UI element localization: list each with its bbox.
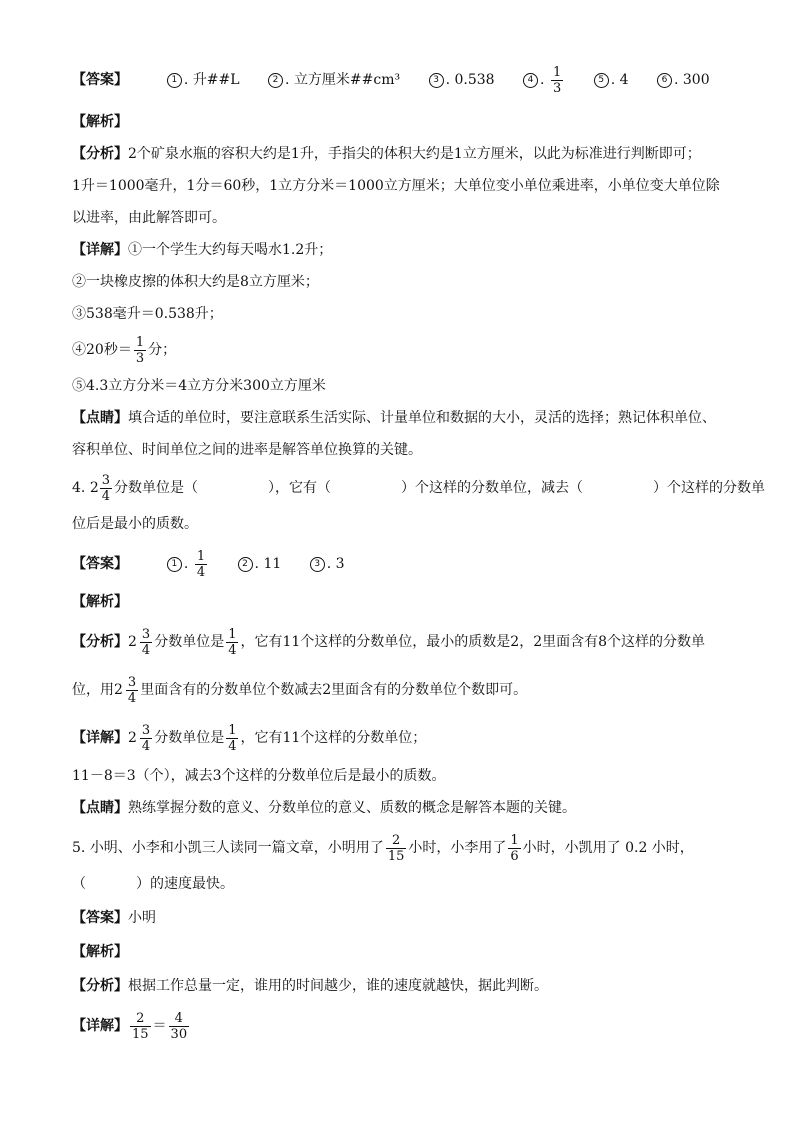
q4-option-2: 2 . 11 — [238, 544, 282, 584]
q5-answer: 【答案】小明 — [72, 910, 156, 926]
analysis-label-q4: 【解析】 — [72, 594, 128, 610]
q3-option-6: 6 . 300 — [657, 60, 710, 100]
fraction: $\frac{1}{4}$ — [228, 722, 237, 754]
q4-detail: 【详解】2 $\frac{3}{4}$ 分数单位是 $\frac{1}{4}$ ，它有11个这样的分数单位； — [72, 722, 427, 754]
q5-stem-line2: （ ）的速度最快。 — [72, 876, 234, 892]
q3-option-4: 4 . $\frac{1}{3}$ — [523, 60, 565, 100]
q4-dianjing: 【点睛】熟练掌握分数的意义、分数单位的意义、质数的概念是解答本题的关键。 — [72, 800, 576, 816]
fraction: $\frac{3}{4}$ — [141, 722, 151, 754]
q4-option-1: 1 . $\frac{1}{4}$ — [167, 544, 209, 584]
q3-answer-line — [72, 60, 732, 100]
document-page — [72, 60, 766, 1048]
q3-detail-1: 【详解】①一个学生大约每天喝水1.2升； — [72, 242, 333, 258]
q3-option-1: 1 . 升##L — [167, 60, 240, 100]
q4-detail-line2: 11－8＝3（个），减去3个这样的分数单位后是最小的质数。 — [72, 768, 446, 784]
q4-option-3: 3 . 3 — [310, 544, 345, 584]
q3-detail-4: ④20秒＝ $\frac{1}{3}$ 分； — [72, 334, 177, 366]
q4-stem-line2: 位后是最小的质数。 — [72, 516, 198, 532]
q3-dianjing: 【点睛】填合适的单位时，要注意联系生活实际、计量单位和数据的大小，灵活的选择；熟记体积单位、 — [72, 410, 716, 426]
fraction: $\frac{3}{4}$ — [101, 472, 111, 504]
q3-detail-2: ②一块橡皮擦的体积大约是8立方厘米； — [72, 274, 319, 290]
answer-label: 【答案】 — [72, 72, 128, 88]
fraction: $\frac{4}{30}$ — [170, 1010, 188, 1042]
fraction: $\frac{3}{4}$ — [141, 626, 151, 658]
q4-stem: 4. 2 $\frac{3}{4}$ 分数单位是（ ），它有（ ）个这样的分数单位，减去（ ）个这样的分数单 — [72, 472, 766, 504]
q3-dianjing-line2: 容积单位、时间单位之间的进率是解答单位换算的关键。 — [72, 442, 422, 458]
fraction: $\frac{1}{6}$ — [510, 832, 519, 864]
fraction: $\frac{3}{4}$ — [127, 674, 137, 706]
analysis-label: 【解析】 — [72, 114, 128, 130]
q3-option-3: 3 . 0.538 — [429, 60, 495, 100]
fraction: $\frac{1}{3}$ — [552, 64, 562, 96]
q3-fenxi-line3: 以进率，由此解答即可。 — [72, 210, 226, 226]
q3-detail-3: ③538毫升＝0.538升； — [72, 306, 223, 322]
analysis-label-q5: 【解析】 — [72, 944, 128, 960]
q4-fenxi-line2: 位，用2 $\frac{3}{4}$ 里面含有的分数单位个数减去2里面含有的分数单位个数即可。 — [72, 674, 528, 706]
q4-fenxi: 【分析】2 $\frac{3}{4}$ 分数单位是 $\frac{1}{4}$ ，它有11个这样的分数单位，最小的质数是2，2里面含有8个这样的分数单 — [72, 626, 706, 658]
fraction: $\frac{1}{3}$ — [135, 334, 145, 366]
fraction: $\frac{2}{15}$ — [132, 1010, 149, 1042]
fraction: $\frac{1}{4}$ — [228, 626, 237, 658]
q3-option-5: 5 . 4 — [594, 60, 629, 100]
q3-fenxi-line2: 1升＝1000毫升，1分＝60秒，1立方分米＝1000立方厘米；大单位变小单位乘进率，小单位变大单位除 — [72, 178, 720, 194]
q3-fenxi: 【分析】2个矿泉水瓶的容积大约是1升，手指尖的体积大约是1立方厘米，以此为标准进行判断即可； — [72, 146, 701, 162]
fraction: $\frac{1}{4}$ — [196, 548, 206, 580]
q4-answer-line: 【答案】 1 . $\frac{1}{4}$ 2 . 11 3 . 3 — [72, 544, 732, 584]
fraction: $\frac{2}{15}$ — [387, 832, 405, 864]
q5-stem: 5. 小明、小李和小凯三人读同一篇文章，小明用了 $\frac{2}{15}$ 小时，小李用了 $\frac{1}{6}$ 小时，小凯用了 0.2 小时， — [72, 832, 694, 864]
q5-fenxi: 【分析】根据工作总量一定，谁用的时间越少，谁的速度就越快，据此判断。 — [72, 978, 548, 994]
q5-detail: 【详解】 $\frac{2}{15}$ ＝ $\frac{4}{30}$ — [72, 1010, 188, 1042]
q3-detail-5: ⑤4.3立方分米＝4立方分米300立方厘米 — [72, 378, 326, 394]
q3-option-2: 2 . 立方厘米##cm³ — [268, 60, 400, 100]
